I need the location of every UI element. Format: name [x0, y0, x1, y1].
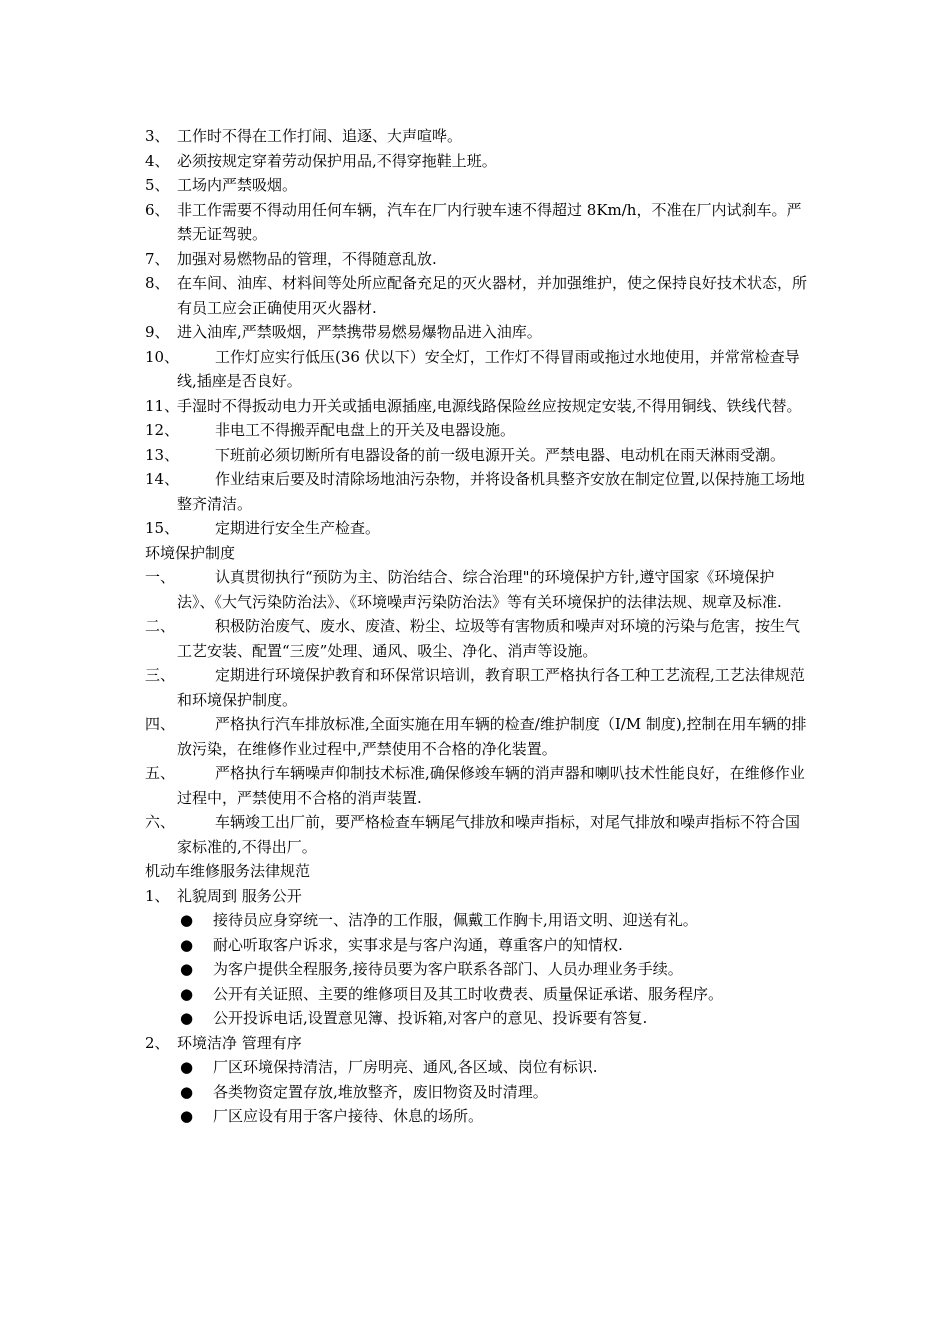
- safety-item: [145, 198, 810, 247]
- safety-item: [145, 418, 810, 443]
- item-text: 进入油库,严禁吸烟，严禁携带易燃易爆物品进入油库。: [177, 323, 542, 341]
- safety-item: [145, 345, 810, 394]
- item-text: 加强对易燃物品的管理，不得随意乱放.: [177, 249, 437, 268]
- env-item: [145, 614, 810, 663]
- list-item: [145, 1006, 810, 1031]
- item-number: 5、: [145, 176, 170, 194]
- item-text: 积极防治废气、废水、废渣、粉尘、垃圾等有害物质和噪声对环境的污染与危害，按生气工艺安装、配置“三废”处理、通风、吸尘、净化、消声等设施。: [177, 617, 801, 660]
- item-number: 13、: [145, 445, 180, 464]
- list-item-text: 公开有关证照、主要的维修项目及其工时收费表、质量保证承诺、服务程序。: [213, 984, 724, 1003]
- item-text: 车辆竣工出厂前，要严格检查车辆尾气排放和噪声指标，对尾气排放和噪声指标不符合国家标准的,不得出厂。: [177, 813, 801, 856]
- item-text: 定期进行环境保护教育和环保常识培训，教育职工严格执行各工种工艺流程,工艺法律规范和环境保护制度。: [177, 666, 805, 709]
- list-item-text: 耐心听取客户诉求，实事求是与客户沟通，尊重客户的知情权.: [213, 935, 623, 954]
- safety-item: [145, 124, 810, 149]
- item-text: 手湿时不得扳动电力开关或插电源插座,电源线路保险丝应按规定安装,不得用铜线、铁线代替。: [177, 396, 802, 415]
- item-text: 严格执行车辆噪声仰制技术标准,确保修竣车辆的消声器和喇叭技术性能良好，在维修作业过程中，严禁使用不合格的消声装置.: [177, 764, 805, 807]
- item-text: 工作时不得在工作打闹、追逐、大声喧哗。: [177, 127, 463, 145]
- item-number: 3、: [145, 127, 170, 145]
- item-text: 环境洁净 管理有序: [177, 1033, 302, 1052]
- item-number: 6、: [145, 200, 170, 219]
- bullet-icon: ●: [180, 1107, 194, 1125]
- env-heading: 环境保护制度: [145, 543, 236, 562]
- law-section-title: [145, 884, 810, 909]
- item-number: 10、: [145, 347, 180, 366]
- safety-item: [145, 320, 810, 345]
- list-item: [145, 933, 810, 958]
- env-item: [145, 810, 810, 859]
- item-text: 认真贯彻执行“预防为主、防治结合、综合治理"的环境保护方针,遵守国家《环境保护法》、《大气污染防治法》、《环境噪声污染防治法》等有关环境保护的法律法规、规章及标准.: [177, 568, 782, 611]
- list-item-text: 厂区应设有用于客户接待、休息的场所。: [213, 1107, 484, 1125]
- safety-item: [145, 173, 810, 198]
- env-item: [145, 565, 810, 614]
- item-number: 2、: [145, 1033, 170, 1052]
- item-number: 四、: [145, 715, 176, 733]
- safety-item: [145, 247, 810, 272]
- list-item: [145, 957, 810, 982]
- list-item-text: 接待员应身穿统一、洁净的工作服，佩戴工作胸卡,用语文明、迎送有礼。: [213, 911, 698, 929]
- item-text: 工场内严禁吸烟。: [177, 176, 298, 194]
- list-item-text: 厂区环境保持清洁，厂房明亮、通风,各区域、岗位有标识.: [213, 1058, 598, 1076]
- list-item: [145, 1080, 810, 1105]
- item-number: 11、: [145, 396, 180, 415]
- list-item: [145, 908, 810, 933]
- item-number: 9、: [145, 323, 170, 341]
- document-content: [145, 124, 810, 1129]
- list-item: [145, 1104, 810, 1129]
- env-item: [145, 761, 810, 810]
- safety-item: [145, 149, 810, 174]
- safety-item: [145, 271, 810, 320]
- list-item-text: 各类物资定置存放,堆放整齐，废旧物资及时清理。: [213, 1082, 548, 1101]
- list-item-text: 为客户提供全程服务,接待员要为客户联系各部门、人员办理业务手续。: [213, 960, 683, 978]
- safety-item: [145, 394, 810, 419]
- item-number: 4、: [145, 151, 170, 170]
- bullet-icon: ●: [180, 984, 194, 1003]
- item-text: 在车间、油库、材料间等处所应配备充足的灭火器材，并加强维护，使之保持良好技术状态，所有员工应会正确使用灭火器材.: [177, 274, 808, 317]
- bullet-icon: ●: [180, 1058, 194, 1076]
- env-item: [145, 712, 810, 761]
- item-number: 7、: [145, 249, 170, 268]
- item-text: 非工作需要不得动用任何车辆，汽车在厂内行驶车速不得超过 8Km/h，不准在厂内试刹车。严禁无证驾驶。: [177, 200, 802, 243]
- bullet-icon: ●: [180, 960, 194, 978]
- item-text: 下班前必须切断所有电器设备的前一级电源开关。严禁电器、电动机在雨天淋雨受潮。: [215, 445, 786, 464]
- item-text: 定期进行安全生产检查。: [215, 519, 381, 537]
- bullet-icon: ●: [180, 935, 194, 954]
- item-text: 礼貌周到 服务公开: [177, 886, 302, 905]
- item-number: 五、: [145, 764, 176, 782]
- law-heading: 机动车维修服务法律规范: [145, 862, 311, 880]
- item-text: 作业结束后要及时清除场地油污杂物，并将设备机具整齐安放在制定位置,以保持施工场地整齐清洁。: [177, 470, 805, 513]
- item-number: 12、: [145, 421, 180, 439]
- bullet-icon: ●: [180, 911, 194, 929]
- safety-item: [145, 516, 810, 541]
- bullet-icon: ●: [180, 1082, 194, 1101]
- item-text: 工作灯应实行低压(36 伏以下）安全灯，工作灯不得冒雨或拖过水地使用，并常常检查导线,插座是否良好。: [177, 347, 800, 390]
- item-number: 六、: [145, 813, 176, 831]
- env-item: [145, 663, 810, 712]
- item-number: 二、: [145, 617, 176, 635]
- list-item-text: 公开投诉电话,设置意见簿、投诉箱,对客户的意见、投诉要有答复.: [213, 1009, 648, 1027]
- item-number: 1、: [145, 886, 170, 905]
- bullet-icon: ●: [180, 1009, 194, 1027]
- item-number: 14、: [145, 470, 180, 488]
- law-section-title: [145, 1031, 810, 1056]
- item-number: 8、: [145, 274, 170, 292]
- item-number: 15、: [145, 519, 180, 537]
- safety-item: [145, 443, 810, 468]
- item-text: 非电工不得搬弄配电盘上的开关及电器设施。: [215, 421, 516, 439]
- item-text: 严格执行汽车排放标准,全面实施在用车辆的检查/维护制度（I/M 制度),控制在用车辆的排放污染，在维修作业过程中,严禁使用不合格的净化装置。: [177, 715, 807, 758]
- list-item: [145, 982, 810, 1007]
- item-text: 必须按规定穿着劳动保护用品,不得穿拖鞋上班。: [177, 151, 497, 170]
- list-item: [145, 1055, 810, 1080]
- safety-item: [145, 467, 810, 516]
- item-number: 三、: [145, 666, 176, 684]
- item-number: 一、: [145, 568, 176, 586]
